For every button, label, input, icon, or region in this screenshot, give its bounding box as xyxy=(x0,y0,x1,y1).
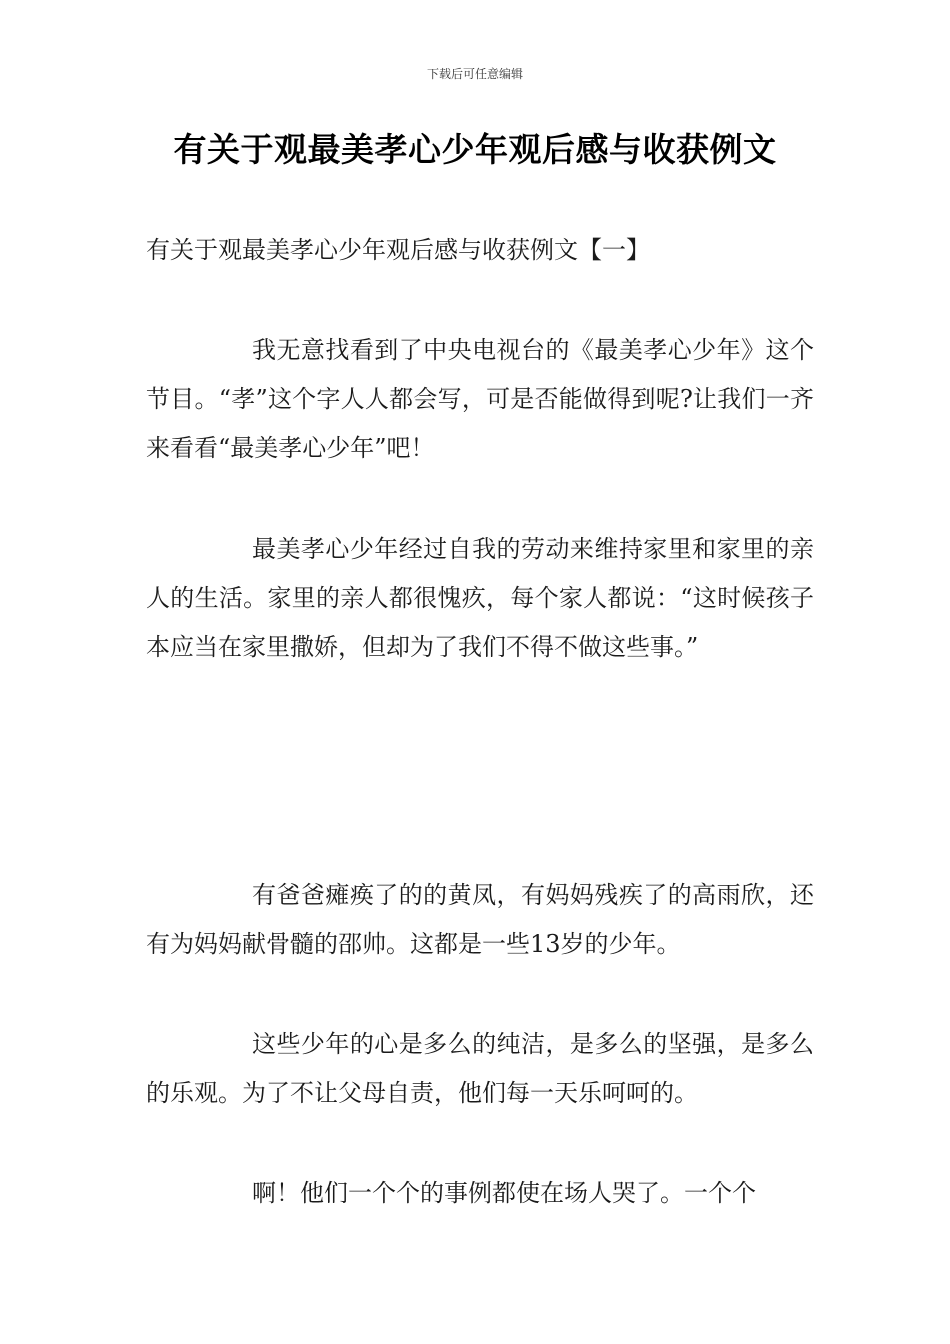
paragraph-3: 有爸爸瘫痪了的的黄凤，有妈妈残疾了的高雨欣，还有为妈妈献骨髓的邵帅。这都是一些13岁的少年。 xyxy=(146,881,814,958)
header-note: 下载后可任意编辑 xyxy=(426,67,523,81)
paragraph-1: 我无意找看到了中央电视台的《最美孝心少年》这个节目。“孝”这个字人人都会写，可是否能做得到呢?让我们一齐来看看“最美孝心少年”吧！ xyxy=(146,336,814,462)
paragraph-2: 最美孝心少年经过自我的劳动来维持家里和家里的亲人的生活。家里的亲人都很愧疚，每个家人都说：“这时候孩子本应当在家里撒娇，但却为了我们不得不做这些事。” xyxy=(146,535,814,661)
paragraph-4: 这些少年的心是多么的纯洁，是多么的坚强，是多么的乐观。为了不让父母自责，他们每一天乐呵呵的。 xyxy=(146,1030,814,1107)
document-title: 有关于观最美孝心少年观后感与收获例文 xyxy=(173,130,777,169)
section-heading: 有关于观最美孝心少年观后感与收获例文【一】 xyxy=(146,236,650,264)
paragraph-5: 啊！他们一个个的事例都使在场人哭了。一个个 xyxy=(252,1179,756,1207)
